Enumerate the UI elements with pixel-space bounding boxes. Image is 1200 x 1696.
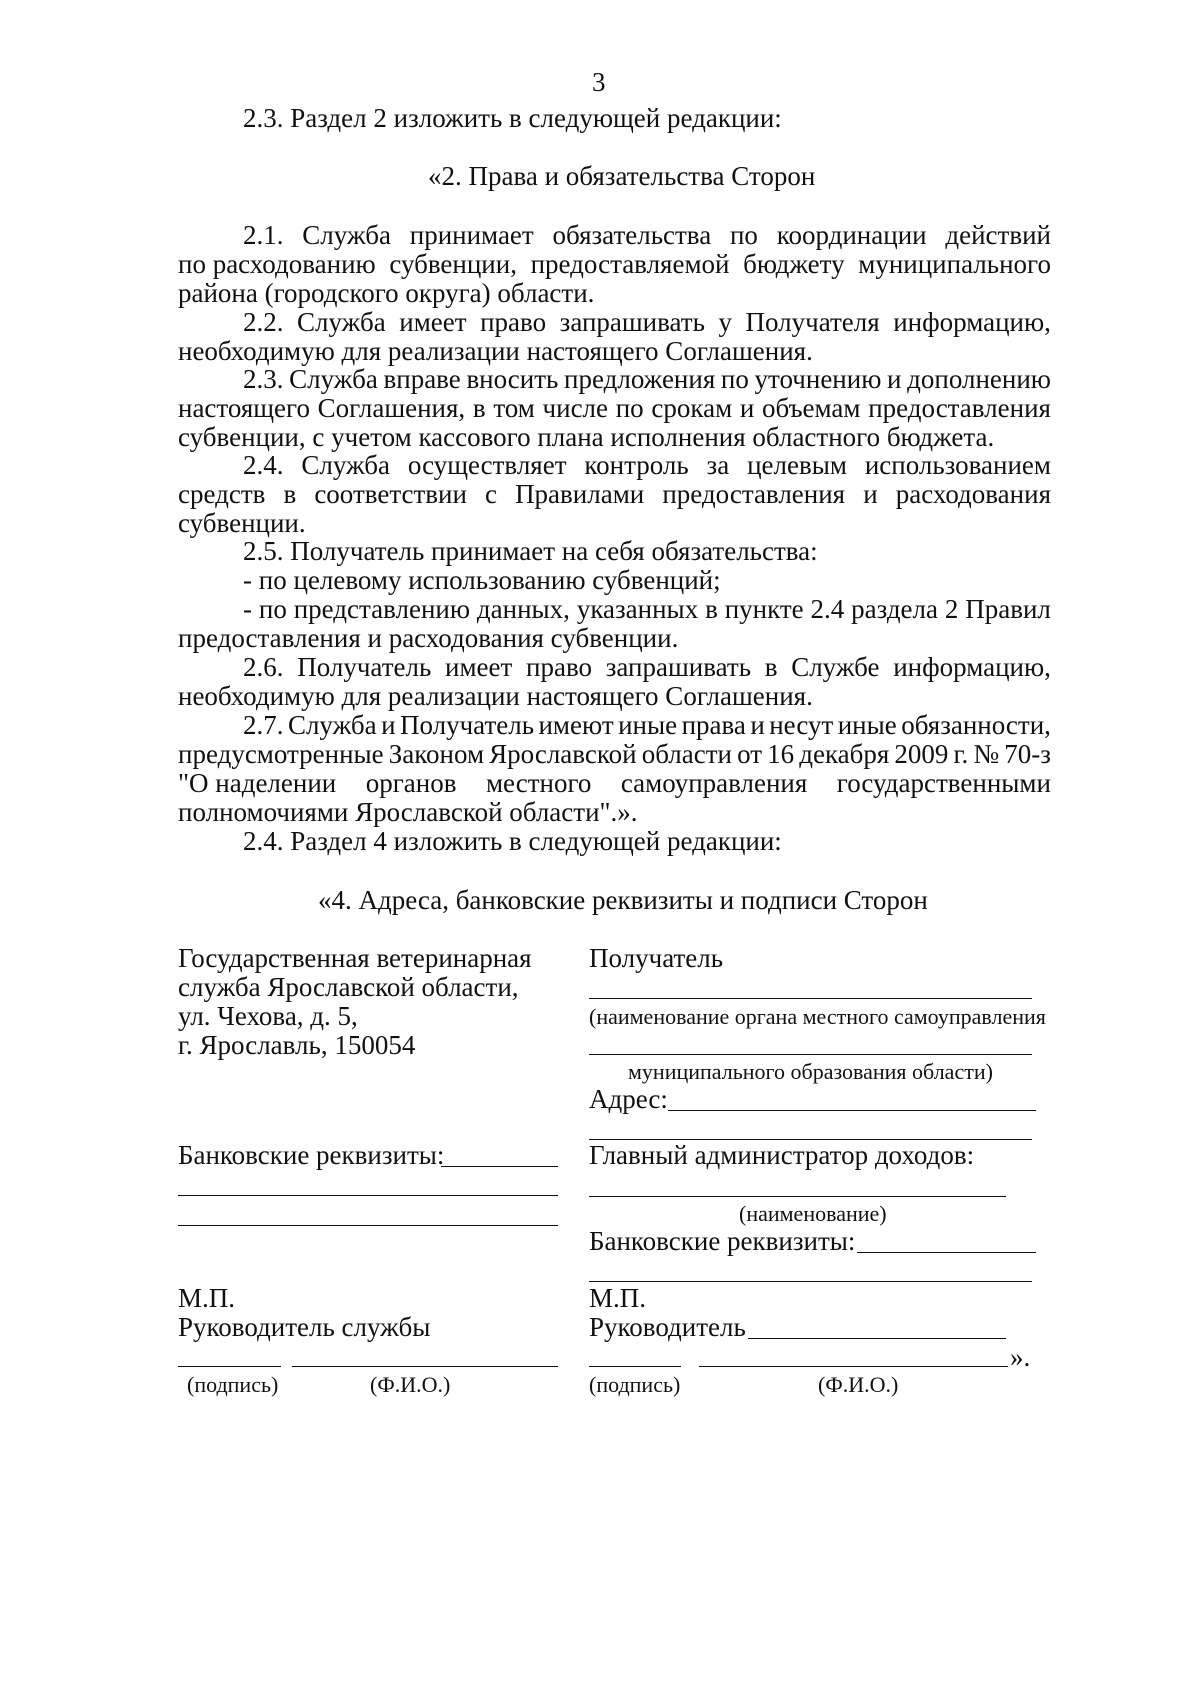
right-bank-blank-2 [589,1281,1032,1282]
word: представлению [293,594,471,624]
word: 70-з [1004,739,1051,769]
word: бюджету [743,249,845,279]
word: объемам [762,393,861,423]
word: субвенции, [389,249,517,279]
word: осуществляет [407,450,567,480]
word: органов [365,768,457,798]
word: раздела [851,594,938,624]
word: вносить [466,364,559,394]
word: указанных [576,594,699,624]
word: по [615,393,644,423]
paragraph-2-7-line-2 [178,738,1051,770]
right-org-blank-1 [589,998,1032,999]
left-bank-blank-2 [178,1195,558,1196]
word: вправе [383,364,461,394]
word: и [863,479,878,509]
word: 2.7. [243,710,284,740]
right-signature-caption: (подпись) [589,1372,681,1397]
right-head-blank [748,1338,1006,1339]
right-org-caption-2: муниципального образования области) [628,1059,993,1084]
section-2-title: «2. Права и обязательства Сторон [428,161,816,191]
word: числе [542,393,609,423]
word: местного [485,768,592,798]
paragraph-2-7-line-4: полномочиями Ярославской области".». [178,797,638,827]
word: у [718,307,732,337]
word: предоставляемой [530,249,730,279]
left-org-line-1: Государственная ветеринарная [178,943,532,973]
word: декабря [799,739,890,769]
right-address-label: Адрес: [589,1084,668,1114]
left-name-line [292,1366,558,1367]
item-2-4-text: 2.4. Раздел 4 изложить в следующей редакции: [243,826,782,856]
word: в [472,393,486,423]
word: по [258,594,287,624]
right-name-caption: (Ф.И.О.) [818,1372,899,1397]
word: запрашивать [559,307,705,337]
word: предложения [564,364,716,394]
word: права [681,710,746,740]
item-2-3-text: 2.3. Раздел 2 изложить в следующей редакции: [243,103,782,133]
paragraph-2-2-line-1 [243,306,1051,338]
word: Службе [791,652,880,682]
word: Законом [388,739,485,769]
word: имеет [445,652,513,682]
word: Правилами [515,479,645,509]
word: настоящего [178,393,310,423]
word: Получатель [399,710,535,740]
word: 2.4 [810,594,845,624]
word: дополнению [907,364,1051,394]
word: срокам [651,393,733,423]
left-name-caption: (Ф.И.О.) [370,1372,451,1397]
right-name-line [699,1366,1008,1367]
right-head-label: Руководитель [589,1312,746,1342]
paragraph-2-3-line-2 [178,392,1051,424]
word: - [243,594,252,624]
word: самоуправления [620,768,808,798]
right-org-caption-1: (наименование органа местного самоуправления [589,1004,1046,1029]
word: несут [769,710,834,740]
word: использованием [864,450,1051,480]
word: 2.6. [243,652,284,682]
word: принимает [409,220,534,250]
word: том [493,393,535,423]
word: 2.1. [243,220,284,250]
word: государственными [836,768,1051,798]
word: контроль [584,450,689,480]
paragraph-2-6-line-2: необходимую для реализации настоящего Соглашения. [178,681,813,711]
word: за [706,450,730,480]
paragraph-2-3-line-1 [243,363,1051,395]
word: Служба [302,220,391,250]
left-org-line-2: служба Ярославской области, [178,972,519,1002]
closing-quote: ». [1010,1342,1031,1372]
word: в [283,479,297,509]
word: Правил [965,594,1051,624]
left-org-line-4: г. Ярославль, 150054 [178,1030,416,1060]
word: с [484,479,497,509]
paragraph-2-4-line-3: субвенции. [178,508,306,538]
word: в [764,652,778,682]
word: Служба [289,364,378,394]
word: 2 [944,594,959,624]
word: обязанности, [901,710,1051,740]
word: предоставления [868,393,1051,423]
word: по [729,220,758,250]
word: предоставления [662,479,846,509]
left-org-line-3: ул. Чехова, д. 5, [178,1001,358,1031]
left-signature-caption: (подпись) [187,1372,279,1397]
right-address-blank-1 [668,1110,1036,1111]
word: право [480,307,547,337]
left-bank-label: Банковские реквизиты: [178,1140,445,1170]
paragraph-2-5-line-1: 2.5. Получатель принимает на себя обязательства: [243,536,818,566]
word: области [641,739,732,769]
section-4-title: «4. Адреса, банковские реквизиты и подписи Сторон [318,885,928,915]
word: средств [178,479,266,509]
paragraph-2-2-line-2: необходимую для реализации настоящего Соглашения. [178,336,813,366]
word: иные [618,710,678,740]
right-admin-blank [589,1196,1006,1197]
word: от [737,739,763,769]
paragraph-2-6-line-1 [243,651,1051,683]
word: 2.2. [243,307,284,337]
word: Соглашения, [317,393,466,423]
word: информацию, [893,652,1051,682]
word: расходования [895,479,1051,509]
word: и [750,710,765,740]
page-number: 3 [592,67,606,97]
right-bank-label: Банковские реквизиты: [589,1226,856,1256]
word: "О наделении [178,768,337,798]
word: 2.4. [243,450,284,480]
paragraph-2-1-line-2 [178,248,1051,280]
word: имеют [538,710,614,740]
right-admin-caption: (наименование) [739,1201,887,1226]
word: по [720,364,749,394]
word: предусмотренные [178,739,384,769]
paragraph-2-3-line-3: субвенции, с учетом кассового плана исполнения областного бюджета. [178,422,995,452]
word: Получатель [297,652,432,682]
paragraph-2-5-line-2: - по целевому использованию субвенций; [243,565,721,595]
word: Служба [297,307,386,337]
word: и [887,364,902,394]
paragraph-2-5-line-4: предоставления и расходования субвенции. [178,623,679,653]
word: Получателя [745,307,880,337]
left-bank-blank-1 [441,1166,558,1167]
word: право [526,652,593,682]
paragraph-2-4-line-1 [243,449,1051,481]
right-org-blank-2 [589,1054,1032,1055]
word: целевым [747,450,847,480]
word: имеет [399,307,467,337]
paragraph-2-1-line-1 [243,219,1051,251]
word: 2.3. [243,364,284,394]
word: координации [776,220,927,250]
paragraph-2-7-line-1 [243,709,1051,741]
word: по расходованию [178,249,376,279]
word: пункте [724,594,804,624]
paragraph-2-1-line-3: района (городского округа) области. [178,278,595,308]
word: соответствии [314,479,467,509]
word: № [973,739,1000,769]
paragraph-2-5-line-3 [243,593,1051,625]
word: 16 [767,739,795,769]
word: данных, [476,594,570,624]
paragraph-2-7-line-3 [178,767,1051,799]
word: муниципального [858,249,1051,279]
left-signature-line [178,1366,281,1367]
word: Ярославской [489,739,637,769]
word: и [739,393,755,423]
left-stamp: М.П. [178,1283,236,1313]
word: 2009 [894,739,949,769]
right-stamp: М.П. [589,1283,647,1313]
word: Служба [287,710,377,740]
word: в [705,594,718,624]
word: запрашивать [605,652,752,682]
word: действий [945,220,1051,250]
word: информацию, [893,307,1051,337]
right-admin-label: Главный администратор доходов: [589,1140,975,1170]
word: обязательства [552,220,712,250]
word: г. [953,739,969,769]
word: и [381,710,396,740]
word: иные [837,710,897,740]
right-recipient-label: Получатель [589,943,724,973]
word: Служба [301,450,391,480]
word: уточнению [754,364,882,394]
right-bank-blank-1 [857,1252,1036,1253]
paragraph-2-4-line-2 [178,478,1051,510]
left-bank-blank-3 [178,1225,558,1226]
right-signature-line [589,1366,681,1367]
left-head-label: Руководитель службы [178,1312,431,1342]
